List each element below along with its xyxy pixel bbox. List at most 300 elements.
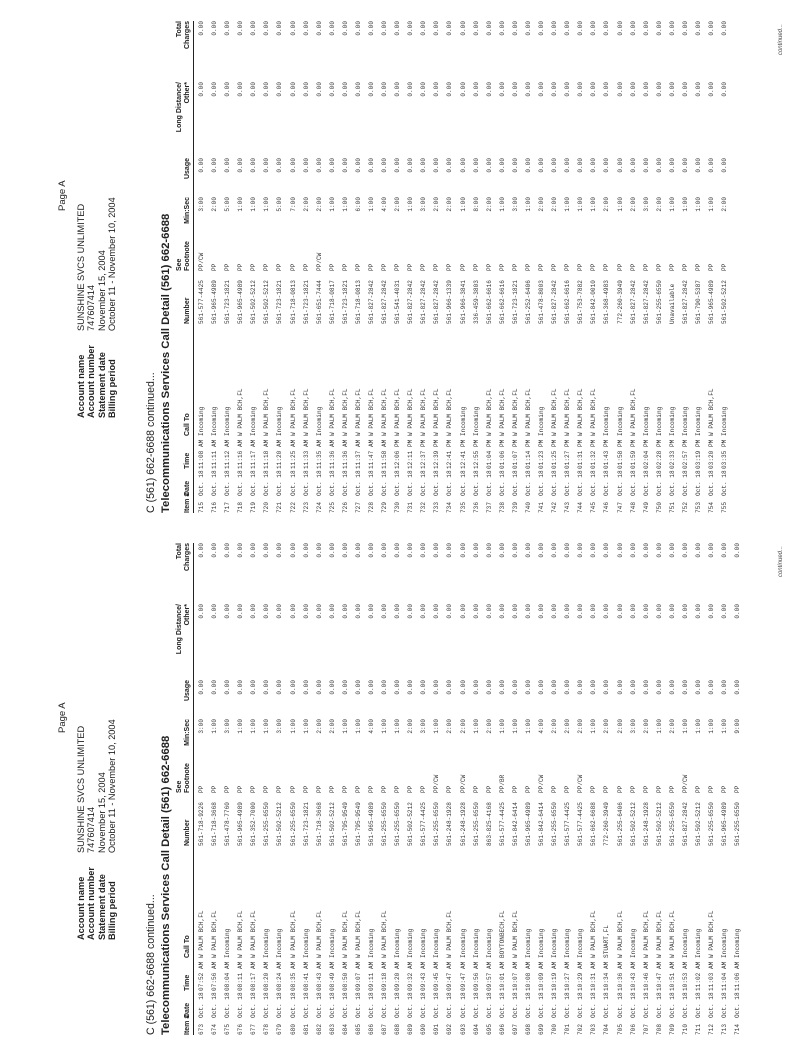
footnote-cell: PP [524, 785, 532, 793]
call-to-cell: Incoming [420, 928, 428, 958]
time-cell: 09:32 AM [407, 961, 415, 991]
time-cell: 01:31 PM [577, 439, 585, 469]
usage-cell: 0.00 [472, 680, 480, 695]
footnote-cell: PP [420, 785, 428, 793]
table-row [430, 543, 443, 1035]
long-distance-cell: 0.00 [642, 604, 650, 619]
date-cell: Oct. 18 [734, 992, 742, 1018]
time-cell: 01:59 PM [629, 439, 637, 469]
time-cell: 12:37 PM [420, 439, 428, 469]
col-usage: Usage [184, 158, 191, 180]
usage-cell: 0.00 [485, 680, 493, 695]
item-cell: 722 [289, 502, 297, 513]
call-to-cell: W PALM BCH,FL [577, 388, 585, 436]
table-row [221, 21, 234, 513]
usage-cell: 0.00 [315, 680, 323, 695]
number-cell: 561-718-0813 [289, 280, 297, 324]
table-row [731, 543, 744, 1035]
date-cell: Oct. 18 [237, 470, 245, 496]
call-to-cell: W PALM BCH,FL [381, 910, 389, 958]
usage-cell: 0.00 [590, 158, 598, 173]
table-row [614, 543, 627, 1035]
footnote-cell: PP [211, 785, 219, 793]
table-row [247, 21, 260, 513]
time-cell: 08:49 AM [328, 961, 336, 991]
item-cell: 713 [721, 1024, 729, 1035]
call-to-cell: Incoming [551, 928, 559, 958]
usage-cell: 0.00 [368, 680, 376, 695]
item-cell: 732 [420, 502, 428, 513]
footnote-cell: PP [538, 263, 546, 271]
time-cell: 03:35 PM [721, 439, 729, 469]
long-distance-cell: 0.00 [237, 604, 245, 619]
footnote-cell: PP [459, 263, 467, 271]
min-sec-cell: 1:00 [354, 719, 362, 734]
usage-cell: 0.00 [511, 680, 519, 695]
total-charges-cell: 0.00 [341, 543, 349, 558]
min-sec-cell: 4:00 [368, 719, 376, 734]
total-charges-cell: 0.00 [354, 21, 362, 36]
time-cell: 11:33 AM [302, 439, 310, 469]
item-cell: 747 [616, 502, 624, 513]
min-sec-cell: 6:00 [354, 197, 362, 212]
number-cell: 561-662-6616 [485, 280, 493, 324]
date-cell: Oct. 18 [407, 992, 415, 1018]
col-usage: Usage [184, 680, 191, 702]
number-cell: 561-842-6414 [538, 802, 546, 846]
item-cell: 700 [551, 1024, 559, 1035]
table-row [705, 543, 718, 1035]
usage-cell: 0.00 [420, 158, 428, 173]
date-cell: Oct. 18 [302, 992, 310, 1018]
billing-period-label: Billing period [107, 881, 118, 940]
item-cell: 695 [485, 1024, 493, 1035]
number-cell: 561-827-2842 [642, 280, 650, 324]
total-charges-cell: 0.00 [459, 21, 467, 36]
usage-cell: 0.00 [564, 158, 572, 173]
long-distance-cell: 0.00 [524, 82, 532, 97]
number-cell: 561-577-4425 [577, 802, 585, 846]
long-distance-cell: 0.00 [420, 604, 428, 619]
total-charges-cell: 0.00 [381, 21, 389, 36]
min-sec-cell: 3:00 [629, 719, 637, 734]
call-to-cell: Incoming [394, 928, 402, 958]
item-cell: 744 [577, 502, 585, 513]
item-cell: 674 [211, 1024, 219, 1035]
date-cell: Oct. 18 [721, 470, 729, 496]
number-cell: 561-723-1821 [224, 280, 232, 324]
number-cell: 561-718-0817 [328, 280, 336, 324]
item-cell: 723 [302, 502, 310, 513]
time-cell: 12:55 PM [472, 439, 480, 469]
time-cell: 03:19 PM [694, 439, 702, 469]
call-to-cell: W PALM BCH,FL [708, 388, 716, 436]
min-sec-cell: 1:00 [368, 197, 376, 212]
table-row [653, 543, 666, 1035]
number-cell: 561-842-6414 [511, 802, 519, 846]
account-name-label: Account name [76, 354, 86, 418]
time-cell: 08:41 AM [302, 961, 310, 991]
total-charges-cell: 0.00 [655, 543, 663, 558]
total-charges-cell: 0.00 [681, 543, 689, 558]
account-name-value: SUNSHINE SVCS UNLIMITED [76, 725, 86, 853]
call-to-cell: Incoming [538, 928, 546, 958]
long-distance-cell: 0.00 [616, 604, 624, 619]
number-cell: 561-502-5212 [407, 802, 415, 846]
number-cell: 561-651-7444 [315, 280, 323, 324]
call-to-cell: W PALM BCH,FL [446, 910, 454, 958]
item-cell: 742 [551, 502, 559, 513]
min-sec-cell: 1:00 [263, 719, 271, 734]
table-row [666, 543, 679, 1035]
time-cell: 01:04 PM [485, 439, 493, 469]
long-distance-cell: 0.00 [198, 82, 205, 97]
call-to-cell: Incoming [250, 406, 258, 436]
time-cell: 09:45 AM [433, 961, 441, 991]
min-sec-cell: 1:00 [590, 719, 598, 734]
section-heading: C (561) 662-6688 continued... [145, 372, 157, 513]
usage-cell: 0.00 [250, 680, 258, 695]
col-footnote: See Footnote [176, 241, 191, 271]
call-to-cell: Incoming [538, 406, 546, 436]
item-cell: 725 [328, 502, 336, 513]
date-cell: Oct. 18 [381, 992, 389, 1018]
call-to-cell: Incoming [642, 406, 650, 436]
number-cell: 561-248-1928 [642, 802, 650, 846]
call-to-cell: Incoming [485, 928, 493, 958]
long-distance-cell: 0.00 [485, 604, 493, 619]
number-cell: 561-827-2842 [368, 280, 376, 324]
min-sec-cell: 1:00 [708, 719, 716, 734]
footnote-cell: PP [472, 263, 480, 271]
usage-cell: 0.00 [472, 158, 480, 173]
long-distance-cell: 0.00 [407, 604, 415, 619]
footnote-cell: PP [694, 263, 702, 271]
time-cell: 11:20 AM [276, 439, 284, 469]
footnote-cell: PP [629, 785, 637, 793]
table-row [273, 543, 286, 1035]
date-cell: Oct. 18 [603, 470, 611, 496]
call-to-cell: Incoming [459, 928, 467, 958]
number-cell: 561-827-2842 [681, 280, 689, 324]
date-cell: Oct. 18 [446, 992, 454, 1018]
call-to-cell: Incoming [276, 928, 284, 958]
min-sec-cell: 3:00 [198, 719, 205, 734]
total-charges-cell: 0.00 [511, 543, 519, 558]
call-to-cell: W PALM BCH,FL [198, 910, 205, 958]
account-number-label: Account number [86, 345, 97, 418]
statement-page-right [0, 0, 809, 521]
call-to-cell: W PALM BCH,FL [315, 910, 323, 958]
time-cell: 01:58 PM [616, 439, 624, 469]
number-cell: 561-502-5212 [655, 802, 663, 846]
date-cell: Oct. 18 [577, 470, 585, 496]
time-cell: 08:35 AM [289, 961, 297, 991]
footnote-cell: PP [485, 785, 493, 793]
total-charges-cell: 0.00 [472, 21, 480, 36]
date-cell: Oct. 18 [564, 470, 572, 496]
call-to-cell: W PALM BCH,FL [237, 388, 245, 436]
total-charges-cell: 0.00 [577, 21, 585, 36]
total-charges-cell: 0.00 [616, 21, 624, 36]
call-detail-rows [195, 21, 731, 513]
call-to-cell: W PALM BCH,FL [250, 910, 258, 958]
footnote-cell: PP/CW [681, 774, 689, 793]
usage-cell: 0.00 [708, 680, 716, 695]
time-cell: 08:43 AM [315, 961, 323, 991]
date-cell: Oct. 18 [551, 470, 559, 496]
min-sec-cell: 2:00 [642, 719, 650, 734]
long-distance-cell: 0.00 [485, 82, 493, 97]
time-cell: 10:36 AM [616, 961, 624, 991]
long-distance-cell: 0.00 [381, 82, 389, 97]
total-charges-cell: 0.00 [551, 21, 559, 36]
footnote-cell: PP [237, 785, 245, 793]
min-sec-cell: 1:00 [708, 197, 716, 212]
item-cell: 715 [198, 502, 205, 513]
min-sec-cell: 2:00 [211, 197, 219, 212]
date-cell: Oct. 18 [524, 470, 532, 496]
time-cell: 01:06 PM [498, 439, 506, 469]
long-distance-cell: 0.00 [224, 82, 232, 97]
table-row [666, 21, 679, 513]
total-charges-cell: 0.00 [629, 21, 637, 36]
long-distance-cell: 0.00 [734, 604, 742, 619]
call-to-cell: Incoming [668, 406, 676, 436]
total-charges-cell: 0.00 [368, 543, 376, 558]
total-charges-cell: 0.00 [538, 21, 546, 36]
time-cell: 10:47 AM [655, 961, 663, 991]
number-cell: 561-255-6550 [708, 802, 716, 846]
table-row [627, 543, 640, 1035]
time-cell: 10:08 AM [524, 961, 532, 991]
long-distance-cell: 0.00 [381, 604, 389, 619]
item-cell: 711 [694, 1024, 702, 1035]
min-sec-cell: 1:00 [381, 719, 389, 734]
call-to-cell: Incoming [368, 928, 376, 958]
call-detail-rows [195, 543, 744, 1035]
table-row [234, 543, 247, 1035]
call-to-cell: Incoming [407, 928, 415, 958]
total-charges-cell: 0.00 [420, 543, 428, 558]
total-charges-cell: 0.00 [616, 543, 624, 558]
footnote-cell: PP/CW [577, 774, 585, 793]
usage-cell: 0.00 [551, 680, 559, 695]
table-row [535, 21, 548, 513]
min-sec-cell: 1:00 [681, 719, 689, 734]
usage-cell: 0.00 [198, 158, 205, 173]
table-row [195, 543, 208, 1035]
footnote-cell: PP [721, 263, 729, 271]
total-charges-cell: 0.00 [407, 543, 415, 558]
table-row [391, 21, 404, 513]
table-row [705, 21, 718, 513]
long-distance-cell: 0.00 [655, 604, 663, 619]
time-cell: 01:23 PM [538, 439, 546, 469]
number-cell: 561-966-3841 [459, 280, 467, 324]
usage-cell: 0.00 [341, 680, 349, 695]
long-distance-cell: 0.00 [603, 82, 611, 97]
table-row [195, 21, 208, 513]
footnote-cell: PP/CW [315, 252, 323, 271]
call-to-cell: W PALM BCH,FL [629, 388, 637, 436]
table-row [352, 543, 365, 1035]
date-cell: Oct. 18 [459, 992, 467, 1018]
usage-cell: 0.00 [420, 680, 428, 695]
date-cell: Oct. 18 [433, 992, 441, 1018]
usage-cell: 0.00 [485, 158, 493, 173]
total-charges-cell: 0.00 [498, 543, 506, 558]
long-distance-cell: 0.00 [538, 604, 546, 619]
footnote-cell: PP [629, 263, 637, 271]
date-cell: Oct. 18 [224, 992, 232, 1018]
date-cell: Oct. 18 [211, 470, 219, 496]
footnote-cell: PP [289, 785, 297, 793]
col-number: Number [184, 819, 191, 846]
number-cell: 561-255-6550 [655, 280, 663, 324]
date-cell: Oct. 18 [681, 992, 689, 1018]
table-row [287, 543, 300, 1035]
item-cell: 697 [511, 1024, 519, 1035]
table-row [574, 543, 587, 1035]
table-row [247, 543, 260, 1035]
item-cell: 680 [289, 1024, 297, 1035]
col-footnote: See Footnote [176, 763, 191, 793]
total-charges-cell: 0.00 [433, 543, 441, 558]
footnote-cell: PP/CW [198, 252, 205, 271]
account-name-value: SUNSHINE SVCS UNLIMITED [76, 203, 86, 331]
call-to-cell: Incoming [524, 928, 532, 958]
statement-date-label: Statement date [96, 352, 107, 418]
long-distance-cell: 0.00 [276, 604, 284, 619]
footnote-cell: PP [276, 263, 284, 271]
number-cell: 561-718-0813 [354, 280, 362, 324]
date-cell: Oct. 18 [224, 470, 232, 496]
item-cell: 754 [708, 502, 716, 513]
date-cell: Oct. 18 [289, 992, 297, 1018]
long-distance-cell: 0.00 [524, 604, 532, 619]
item-cell: 698 [524, 1024, 532, 1035]
item-cell: 703 [590, 1024, 598, 1035]
min-sec-cell: 3:00 [420, 197, 428, 212]
usage-cell: 0.00 [407, 158, 415, 173]
footnote-cell: PP/CW [433, 774, 441, 793]
min-sec-cell: 8:00 [472, 197, 480, 212]
total-charges-cell: 0.00 [642, 21, 650, 36]
usage-cell: 0.00 [668, 680, 676, 695]
date-cell: Oct. 18 [590, 992, 598, 1018]
min-sec-cell: 1:00 [302, 719, 310, 734]
item-cell: 745 [590, 502, 598, 513]
time-cell: 08:20 AM [263, 961, 271, 991]
call-to-cell: Incoming [224, 406, 232, 436]
call-to-cell: Incoming [616, 406, 624, 436]
usage-cell: 0.00 [655, 158, 663, 173]
usage-cell: 0.00 [211, 158, 219, 173]
table-row [640, 543, 653, 1035]
call-to-cell: Incoming [655, 406, 663, 436]
long-distance-cell: 0.00 [289, 82, 297, 97]
min-sec-cell: 1:00 [289, 719, 297, 734]
long-distance-cell: 0.00 [341, 82, 349, 97]
usage-cell: 0.00 [237, 158, 245, 173]
footnote-cell: PP [734, 785, 742, 793]
footnote-cell: PP [407, 263, 415, 271]
item-cell: 704 [603, 1024, 611, 1035]
long-distance-cell: 0.00 [446, 82, 454, 97]
total-charges-cell: 0.00 [734, 543, 742, 558]
total-charges-cell: 0.00 [708, 543, 716, 558]
number-cell: 561-827-2842 [681, 802, 689, 846]
date-cell: Oct. 18 [538, 470, 546, 496]
number-cell: 561-827-2842 [407, 280, 415, 324]
usage-cell: 0.00 [629, 158, 637, 173]
item-cell: 705 [616, 1024, 624, 1035]
footnote-cell: PP [681, 263, 689, 271]
date-cell: Oct. 18 [237, 992, 245, 1018]
usage-cell: 0.00 [315, 158, 323, 173]
min-sec-cell: 3:00 [511, 197, 519, 212]
table-row [718, 21, 731, 513]
continued-note: continued... [778, 546, 784, 578]
footnote-cell: PP [590, 263, 598, 271]
min-sec-cell: 2:00 [551, 719, 559, 734]
usage-cell: 0.00 [629, 680, 637, 695]
date-cell: Oct. 18 [368, 992, 376, 1018]
usage-cell: 0.00 [394, 158, 402, 173]
footnote-cell: PP [341, 785, 349, 793]
call-to-cell: W PALM BCH,FL [354, 910, 362, 958]
long-distance-cell: 0.00 [394, 604, 402, 619]
footnote-cell: PP [616, 785, 624, 793]
date-cell: Oct. 18 [420, 992, 428, 1018]
number-cell: 561-577-4425 [198, 280, 205, 324]
item-cell: 688 [394, 1024, 402, 1035]
min-sec-cell: 1:00 [237, 719, 245, 734]
min-sec-cell: 1:00 [250, 197, 258, 212]
total-charges-cell: 0.00 [224, 21, 232, 36]
total-charges-cell: 0.00 [394, 21, 402, 36]
call-to-cell: Incoming [681, 928, 689, 958]
number-cell: 561-368-4983 [603, 280, 611, 324]
min-sec-cell: 7:00 [289, 197, 297, 212]
table-title: Telecommunications Services Call Detail (561) 662-6688 [160, 213, 172, 513]
long-distance-cell: 0.00 [237, 82, 245, 97]
min-sec-cell: 1:00 [511, 719, 519, 734]
time-cell: 10:29 AM [577, 961, 585, 991]
min-sec-cell: 4:00 [538, 719, 546, 734]
time-cell: 08:04 AM [224, 961, 232, 991]
col-min-sec: Min:Sec [184, 719, 191, 746]
min-sec-cell: 2:00 [328, 719, 336, 734]
item-cell: 687 [381, 1024, 389, 1035]
long-distance-cell: 0.00 [681, 604, 689, 619]
item-cell: 681 [302, 1024, 310, 1035]
total-charges-cell: 0.00 [237, 543, 245, 558]
item-cell: 740 [524, 502, 532, 513]
usage-cell: 0.00 [198, 680, 205, 695]
date-cell: Oct. 18 [276, 470, 284, 496]
min-sec-cell: 2:00 [459, 719, 467, 734]
footnote-cell: PP [407, 785, 415, 793]
footnote-cell: PP [198, 785, 205, 793]
col-long-distance: Long Distance/ Other* [176, 82, 191, 133]
statement-page-left [0, 522, 809, 1043]
total-charges-cell: 0.00 [328, 543, 336, 558]
number-cell: 561-502-5212 [263, 280, 271, 324]
item-cell: 694 [472, 1024, 480, 1035]
col-number: Number [184, 297, 191, 324]
